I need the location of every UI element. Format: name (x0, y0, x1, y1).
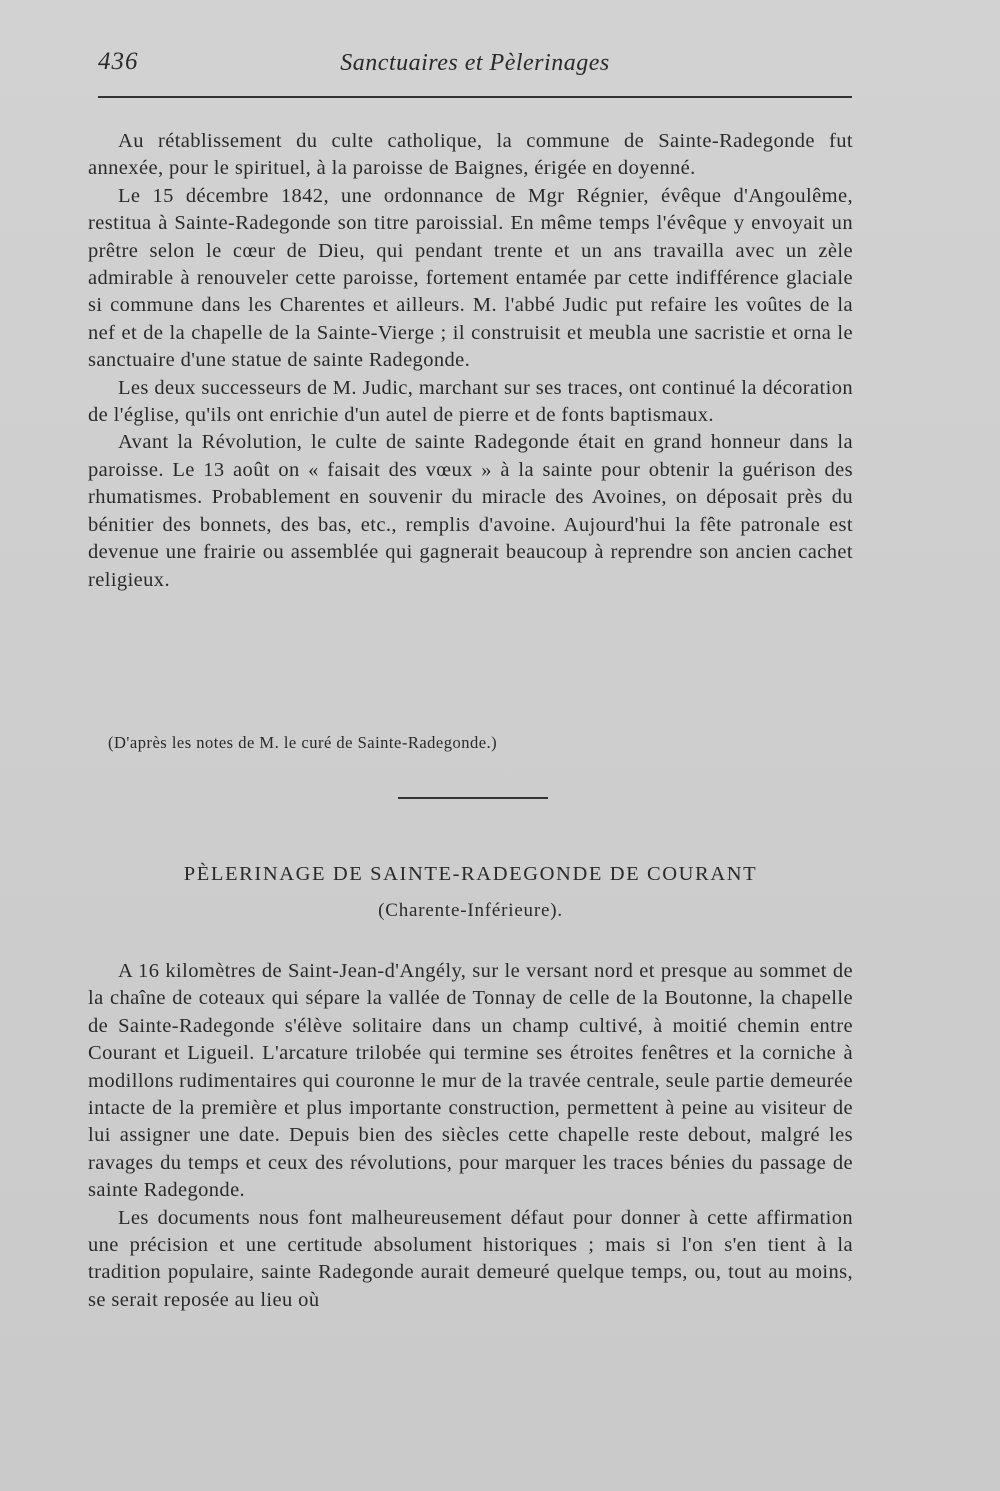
running-title: Sanctuaires et Pèlerinages (340, 50, 610, 76)
page-number: 436 (98, 48, 139, 75)
header-rule (98, 96, 852, 98)
section-2-body (88, 958, 853, 1314)
paragraph: Le 15 décembre 1842, une ordonnance de Mgr Régnier, évêque d'Angoulême, restitua à Sainte-Radegonde son titre paroissial. En même temps l'évêque y envoyait un prêtre selon le cœur de Dieu, qui pendant trente et un ans travailla avec un zèle admirable à renouveler cette paroisse, fortement entamée par cette indifférence glaciale si commune dans les Charentes et ailleurs. M. l'abbé Judic put refaire les voûtes de la nef et de la chapelle de la Sainte-Vierge ; il construisit et meubla une sacristie et orna le sanctuaire d'une statue de sainte Radegonde. (88, 184, 853, 372)
paragraph: Au rétablissement du culte catholique, la commune de Sainte-Radegonde fut annexée, pour le spirituel, à la paroisse de Baignes, érigée en doyenné. (88, 130, 853, 180)
paragraph: Les documents nous font malheureusement défaut pour donner à cette affirmation une précision et une certitude absolument historiques ; mais si l'on s'en tient à la tradition populaire, sainte Radegonde aurait demeuré quelque temps, ou, tout au moins, se serait reposée au lieu où (88, 1206, 853, 1311)
section-separator (398, 797, 548, 799)
section-subheading: (Charente-Inférieure). (378, 900, 563, 921)
paragraph: Les deux successeurs de M. Judic, marchant sur ses traces, ont continué la décoration de l'église, qu'ils ont enrichie d'un autel de pierre et de fonts baptismaux. (88, 376, 853, 427)
paragraph: Avant la Révolution, le culte de sainte Radegonde était en grand honneur dans la paroisse. Le 13 août on « faisait des vœux » à la sainte pour obtenir la guérison des rhumatismes. Probablement en souvenir du miracle des Avoines, on déposait près du bénitier des bonnets, des bas, etc., remplis d'avoine. Aujourd'hui la fête patronale est devenue une frairie ou assemblée qui gagnerait beaucoup à reprendre son ancien cachet religieux. (88, 431, 853, 591)
running-header (98, 44, 852, 84)
section-1-body (88, 128, 853, 594)
paragraph: A 16 kilomètres de Saint-Jean-d'Angély, sur le versant nord et presque au sommet de la chaîne de coteaux qui sépare la vallée de Tonnay de celle de la Boutonne, la chapelle de Sainte-Radegonde s'élève solitaire dans un champ cultivé, à moitié chemin entre Courant et Ligueil. L'arcature trilobée qui termine ses étroites fenêtres et la corniche à modillons rudimentaires qui couronne le mur de la travée centrale, seule partie demeurée intacte de la première et plus importante construction, permettent à peine au visiteur de lui assigner une date. Depuis bien des siècles cette chapelle reste debout, malgré les ravages du temps et ceux des révolutions, pour marquer les traces bénies du passage de sainte Radegonde. (88, 960, 853, 1202)
source-note: (D'après les notes de M. le curé de Sainte-Radegonde.) (108, 733, 498, 752)
section-heading: PÈLERINAGE DE SAINTE-RADEGONDE DE COURANT (183, 863, 758, 885)
